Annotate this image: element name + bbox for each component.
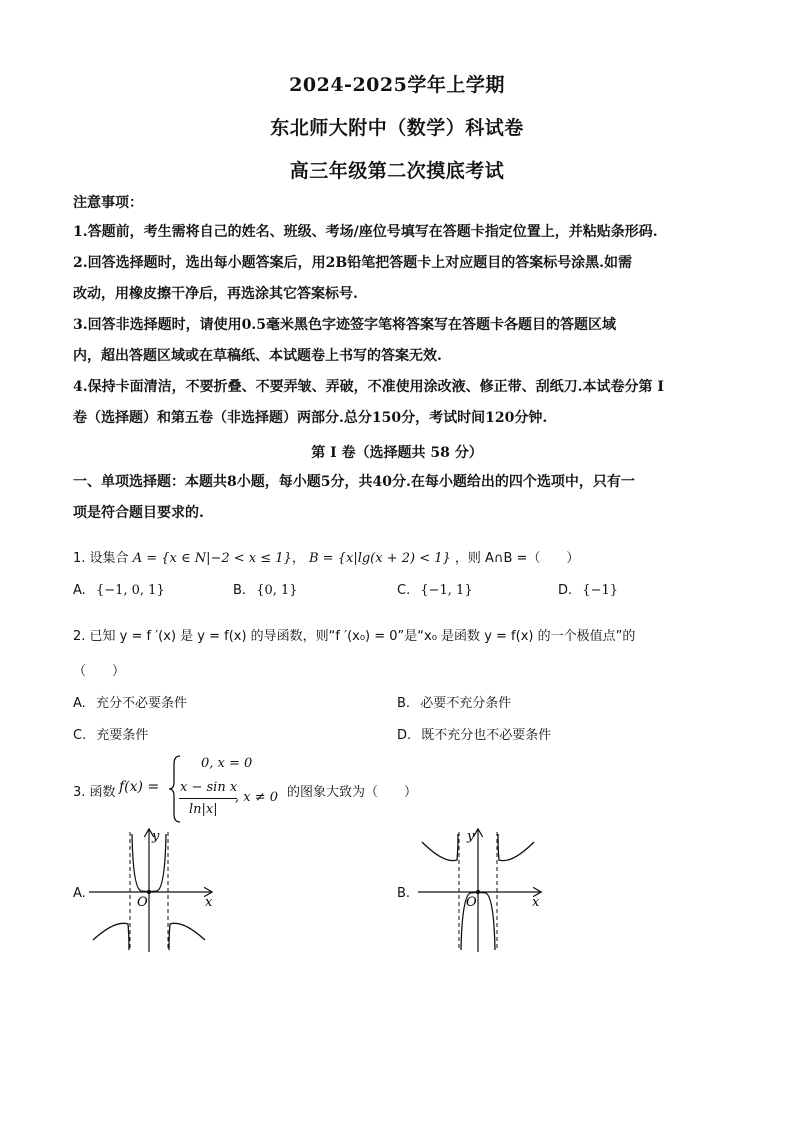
notice-list bbox=[73, 217, 723, 434]
option-value: {−1, 1} bbox=[420, 583, 473, 598]
question-2-stem: 2. 已知 y = f ′(x) 是 y = f(x) 的导函数，则“f ′(x₀) = 0”是“x₀ 是函数 y = f(x) 的一个极值点”的 bbox=[73, 629, 636, 644]
option-label: D. bbox=[558, 583, 573, 598]
question-2-option-b[interactable] bbox=[397, 692, 511, 711]
question-2-option-c[interactable] bbox=[73, 724, 148, 743]
graph-b-label[interactable]: B. bbox=[397, 886, 411, 901]
option-value: 充分不必要条件 bbox=[95, 696, 187, 711]
option-label: A. bbox=[73, 583, 86, 598]
fraction-bar bbox=[179, 798, 237, 799]
section-1-line2: 项是符合题目要求的. bbox=[73, 505, 204, 521]
question-1-number: 1. 设集合 bbox=[73, 551, 129, 566]
exam-subject-title: 东北师大附中（数学）科试卷 bbox=[270, 117, 524, 139]
notice-item-1: 1.答题前，考生需将自己的姓名、班级、考场/座位号填写在答题卡指定位置上，并粘贴条形码. bbox=[73, 224, 658, 240]
question-3-stem bbox=[73, 754, 493, 824]
notice-item-2-line2: 改动，用橡皮擦干净后，再选涂其它答案标号. bbox=[73, 286, 358, 302]
question-1-stem bbox=[73, 547, 579, 566]
part-title: 第 I 卷（选择题共 58 分） bbox=[311, 445, 483, 461]
question-3-suffix: 的图象大致为（ ） bbox=[287, 785, 418, 800]
question-1-option-c[interactable] bbox=[397, 583, 473, 598]
section-1-instructions bbox=[73, 467, 723, 529]
question-1-comma: ， bbox=[291, 551, 305, 566]
axis-x-label: x bbox=[205, 895, 213, 910]
option-label: A. bbox=[73, 696, 86, 711]
question-3-prefix: 3. 函数 bbox=[73, 785, 116, 800]
graph-a[interactable] bbox=[85, 824, 225, 960]
axis-x-label: x bbox=[532, 895, 540, 910]
option-value: 既不充分也不必要条件 bbox=[421, 728, 552, 743]
option-label: D. bbox=[397, 728, 412, 743]
option-label: C. bbox=[397, 583, 411, 598]
question-2-option-d[interactable] bbox=[397, 724, 551, 743]
option-label: B. bbox=[233, 583, 247, 598]
piecewise-case-2-condition: , x ≠ 0 bbox=[235, 790, 279, 805]
set-b-expression: B = {x|lg(x + 2) < 1} bbox=[309, 551, 451, 566]
notice-item-4-line2: 卷（选择题）和第五卷（非选择题）两部分.总分150分，考试时间120分钟. bbox=[73, 410, 548, 426]
notice-heading: 注意事项： bbox=[73, 195, 143, 211]
option-label: C. bbox=[73, 728, 87, 743]
notice-item-4-line1: 4.保持卡面清洁，不要折叠、不要弄皱、弄破，不准使用涂改液、修正带、刮纸刀.本试卷分第 I bbox=[73, 379, 664, 395]
axis-y-label: y bbox=[467, 829, 475, 844]
exam-year-title: 2024-2025学年上学期 bbox=[289, 74, 505, 96]
graph-b[interactable] bbox=[414, 824, 554, 960]
question-1-tail: ，则 A∩B =（ ） bbox=[454, 551, 580, 566]
option-label: B. bbox=[397, 696, 411, 711]
notice-item-2-line1: 2.回答选择题时，选出每小题答案后，用2B铅笔把答题卡上对应题目的答案标号涂黑.如需 bbox=[73, 255, 633, 271]
option-value: {−1} bbox=[582, 583, 619, 598]
origin-label: O bbox=[466, 895, 477, 910]
exam-name-title: 高三年级第二次摸底考试 bbox=[289, 160, 505, 182]
graph-a-label[interactable]: A. bbox=[73, 886, 86, 901]
question-1-option-d[interactable] bbox=[558, 583, 618, 598]
option-value: {0, 1} bbox=[256, 583, 298, 598]
piecewise-numerator: x − sin x bbox=[180, 780, 238, 795]
notice-item-3-line2: 内，超出答题区域或在草稿纸、本试题卷上书写的答案无效. bbox=[73, 348, 442, 364]
section-1-line1: 一、单项选择题：本题共8小题，每小题5分，共40分.在每小题给出的四个选项中，只有一 bbox=[73, 474, 635, 490]
piecewise-denominator: ln|x| bbox=[189, 802, 218, 817]
piecewise-case-1: 0, x = 0 bbox=[201, 756, 253, 771]
option-value: 必要不充分条件 bbox=[420, 696, 512, 711]
origin-label: O bbox=[137, 895, 148, 910]
question-1-option-b[interactable] bbox=[233, 583, 298, 598]
set-a-expression: A = {x ∈ N|−2 < x ≤ 1} bbox=[132, 551, 292, 566]
option-value: 充要条件 bbox=[96, 728, 149, 743]
question-2-option-a[interactable] bbox=[73, 692, 187, 711]
question-3-fx: f(x) = bbox=[119, 779, 160, 795]
question-2-paren: （ ） bbox=[73, 664, 126, 679]
option-value: {−1, 0, 1} bbox=[95, 583, 165, 598]
question-1-option-a[interactable] bbox=[73, 583, 165, 598]
axis-y-label: y bbox=[152, 829, 160, 844]
notice-item-3-line1: 3.回答非选择题时，请使用0.5毫米黑色字迹签字笔将答案写在答题卡各题目的答题区域 bbox=[73, 317, 616, 333]
